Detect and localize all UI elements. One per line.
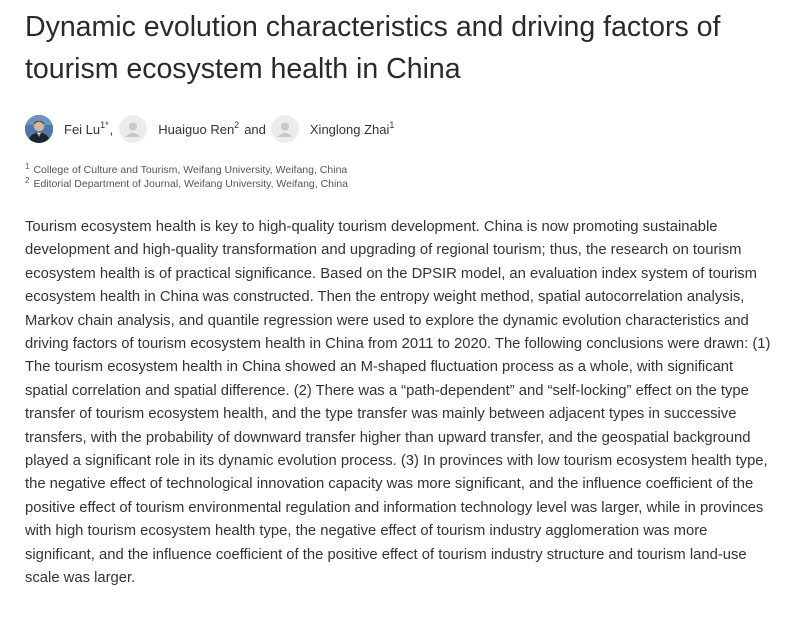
author-separator: , [109, 121, 114, 137]
abstract-text: Tourism ecosystem health is key to high-quality tourism development. China is now promoting sustainable development and high-quality transformation and upgrading of regional tourism; thus, the research on tourism ecosystem health is of practical significance. Based on the DPSIR model, an evaluation index system of tourism ecosystem health in China was constructed. Then the entropy weight method, spatial autocorrelation analysis, Markov chain analysis, and quantile regression were used to explore the dynamic evolution characteristics and driving factors of tourism ecosystem health in China from 2011 to 2020. The following conclusions were drawn: (1) The tourism ecosystem health in China showed an M-shaped fluctuation process as a whole, with significant spatial correlation and spatial difference. (2) There was a “path-dependent” and “self-locking” effect on the type transfer of tourism ecosystem health, and the type transfer was mainly between adjacent types in successive transfers, with the probability of downward transfer higher than upward transfer, and the geospatial background played a significant role in its dynamic evolution process. (3) In provinces with low tourism ecosystem health type, the negative effect of technological innovation capacity was more significant, and the influence coefficient of the positive effect of tourism environmental regulation and information technology level was larger, while in provinces with high tourism ecosystem health type, the negative effect of tourism industry agglomeration was more significant, and the influence coefficient of the positive effect of tourism industry structure and tourism land-use scale was larger. [25, 219, 771, 587]
author-name[interactable]: Xinglong Zhai$^1$ [309, 119, 395, 137]
affiliation-text: College of Culture and Tourism, Weifang University, Weifang, China [33, 164, 348, 176]
affiliation-marker: 2 [234, 119, 240, 130]
person-photo-icon [25, 115, 53, 143]
affiliation-item [25, 163, 348, 177]
affiliations [25, 163, 348, 191]
affiliation-marker: 1 [389, 119, 395, 130]
author-name[interactable]: Huaiguo Ren$^2$ [158, 119, 240, 137]
author-avatar[interactable] [119, 115, 147, 143]
author-list [25, 114, 394, 144]
article-title: Dynamic evolution characteristics and driving factors of tourism ecosystem health in China [25, 11, 721, 85]
author-name[interactable]: Fei $Lu^{1*}$ [64, 119, 109, 137]
user-placeholder-icon [119, 115, 147, 143]
user-placeholder-icon [271, 115, 299, 143]
affiliation-marker: 1* [100, 119, 109, 130]
affiliation-number: 2 [25, 176, 30, 185]
affiliation-number: 1 [25, 162, 30, 171]
author-photo-avatar[interactable] [25, 115, 53, 143]
affiliation-text: Editorial Department of Journal, Weifang University, Weifang, China [33, 178, 349, 190]
author-conjunction: and [244, 121, 266, 137]
author-avatar[interactable] [271, 115, 299, 143]
affiliation-item [25, 177, 348, 191]
